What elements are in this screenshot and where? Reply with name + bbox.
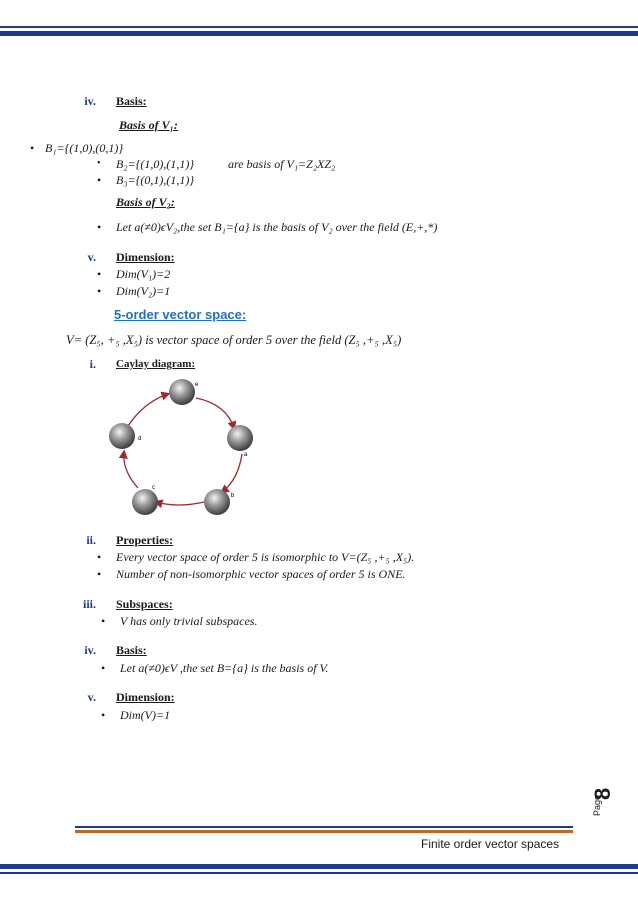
dim-v1: Dim(V₁)=2 <box>116 267 171 281</box>
v-definition: V= (Z₅, +₅ ,X₅) is vector space of order 5 over the field (Z₅ ,+₅ ,X₅) <box>66 333 402 347</box>
properties-heading: Properties: <box>116 533 174 547</box>
property-1: Every vector space of order 5 is isomorphic to V=(Z₅ ,+₅ ,X₅). <box>116 550 415 564</box>
node-b <box>204 489 230 515</box>
header-rule-thick <box>0 31 638 36</box>
label-e: e <box>195 382 199 388</box>
basis-number: iv. <box>84 94 96 108</box>
dimension2-number: v. <box>87 690 96 704</box>
dimension-number: v. <box>87 250 96 264</box>
bullet: • <box>97 550 102 564</box>
bullet: • <box>30 141 35 155</box>
label-c: c <box>152 485 155 491</box>
properties-number: ii. <box>86 533 96 547</box>
cayley-heading: Caylay diagram: <box>116 358 196 370</box>
bullet: • <box>97 284 102 298</box>
property-2: Number of non-isomorphic vector spaces of order 5 is ONE. <box>116 567 406 581</box>
cayley-diagram <box>100 370 270 520</box>
dim-v: Dim(V)=1 <box>120 708 171 722</box>
b3-text: B₃={(0,1),(1,1)} <box>116 173 195 187</box>
basis-v2-text: Let a(≠0)ϵV₂,the set B₁={a} is the basis of V₂ over the field (E,+,*) <box>116 220 438 234</box>
label-b: b <box>231 493 235 499</box>
arrow-e-a <box>196 398 234 428</box>
bullet: • <box>101 708 106 722</box>
arrow-b-c <box>156 502 204 505</box>
cayley-number: i. <box>89 357 96 371</box>
bullet: • <box>97 173 102 187</box>
arrow-a-b <box>222 454 242 492</box>
section-title: 5-order vector space: <box>114 307 247 322</box>
bullet: • <box>97 567 102 581</box>
b1-text: B₁={(1,0),(0,1)} <box>45 141 124 155</box>
b2-text: B₂={(1,0),(1,1)} <box>116 157 195 171</box>
arrow-d-e <box>128 394 168 426</box>
subspace-1: V has only trivial subspaces. <box>120 614 258 628</box>
node-c <box>132 489 158 515</box>
dimension2-heading: Dimension: <box>116 690 175 704</box>
b2-note: are basis of V₁=Z₂XZ₂ <box>228 157 336 171</box>
basis-heading: Basis: <box>116 94 147 108</box>
page-number: 8 <box>590 787 615 800</box>
bullet: • <box>101 614 106 628</box>
arrow-c-d <box>124 452 138 488</box>
basis2-number: iv. <box>84 643 96 657</box>
footer-rule-brown <box>75 830 573 833</box>
footer-rule-thick <box>0 864 638 869</box>
node-d <box>109 423 135 449</box>
bullet: • <box>101 661 106 675</box>
footer-rule-thin <box>0 872 638 874</box>
label-d: d <box>138 436 142 442</box>
basis2-heading: Basis: <box>116 643 147 657</box>
footer-rule-blue <box>75 826 573 828</box>
subspaces-heading: Subspaces: <box>116 597 173 611</box>
label-a: a <box>244 452 248 458</box>
dim-v2: Dim(V₂)=1 <box>116 284 171 298</box>
subspaces-number: iii. <box>82 597 96 611</box>
node-e <box>169 379 195 405</box>
basis2-text: Let a(≠0)ϵV ,the set B={a} is the basis of V. <box>120 661 329 675</box>
basis-v1-label: Basis of V₁: <box>119 118 178 132</box>
footer-text: Finite order vector spaces <box>421 837 560 851</box>
node-a <box>227 425 253 451</box>
bullet: • <box>97 220 102 234</box>
basis-v2-label: Basis of V₂: <box>116 195 175 209</box>
bullet: • <box>97 267 102 281</box>
page-word: Page <box>592 794 602 816</box>
bullet: • <box>97 158 101 169</box>
header-rule-thin <box>0 26 638 28</box>
dimension-heading: Dimension: <box>116 250 175 264</box>
